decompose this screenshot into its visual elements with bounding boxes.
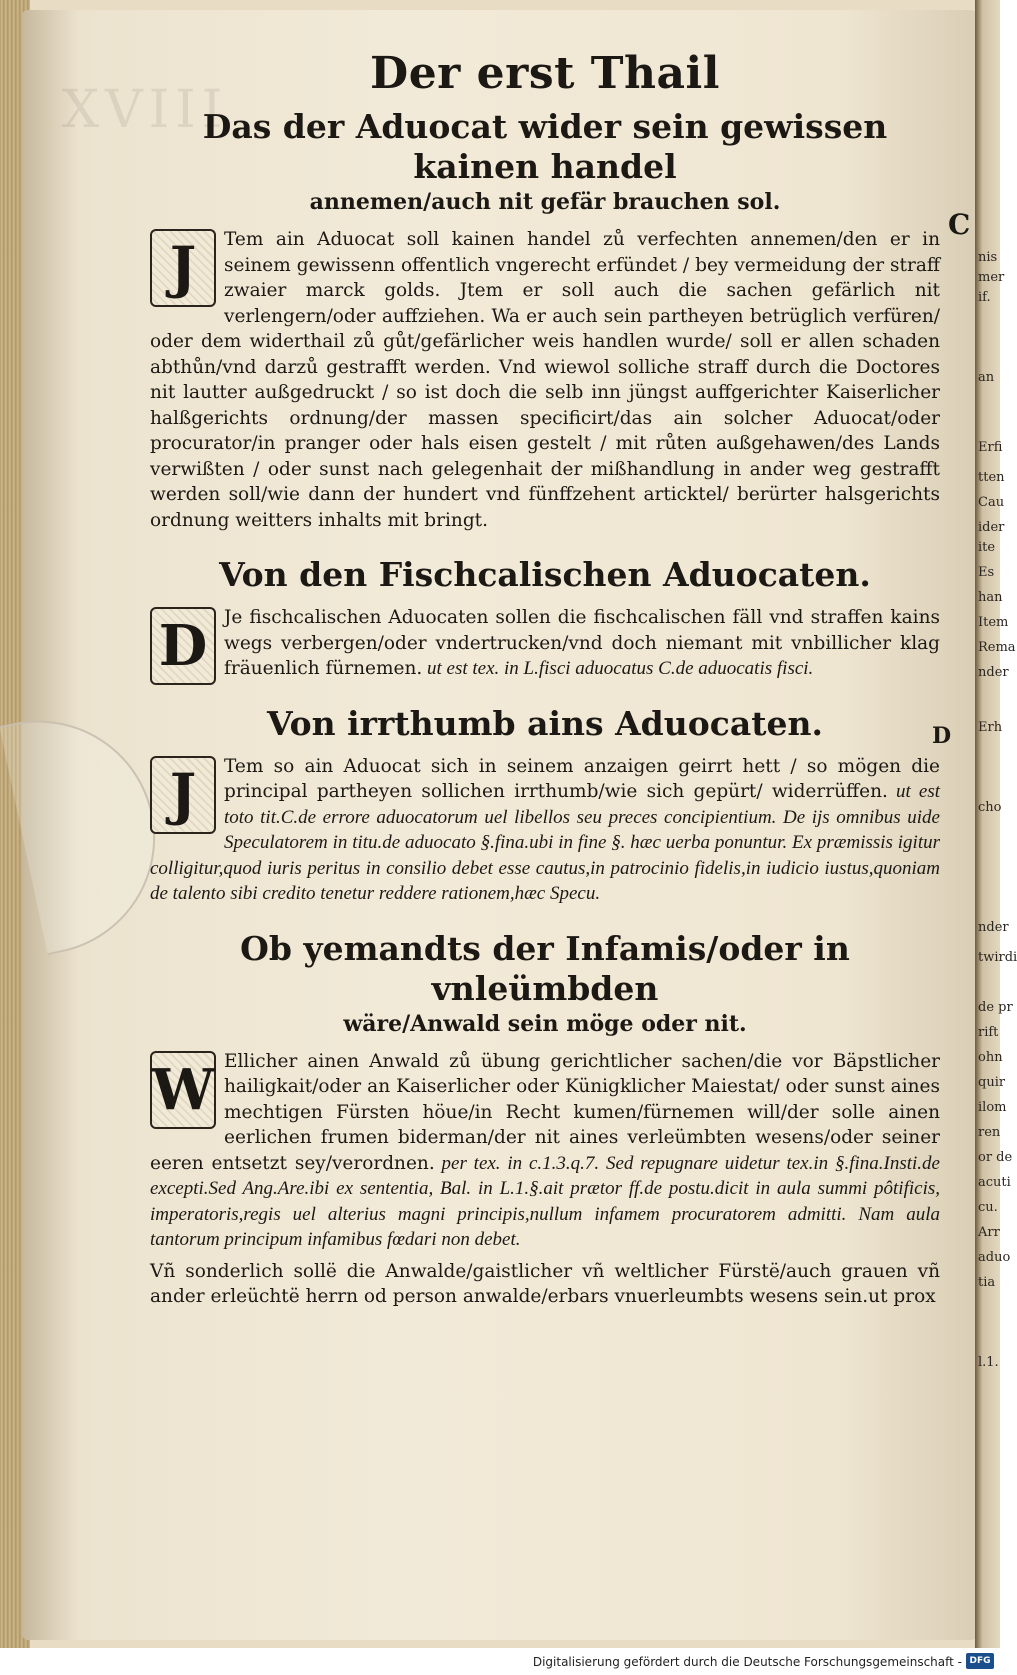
bleed-through-text: XVIII	[62, 80, 229, 140]
paragraph-text: Tem ain Aduocat soll kainen handel zů verfechten annemen/den er in seinem gewissenn offentlich vngerecht erfündet / bey vermeidung der straff zwaier marck golds. Jtem er soll auch die sachen gefärlich nit verlengern/oder auffziehen. Wa er auch sein partheyen betrüglich verfüren/ oder dem widerthail zů gůt/gefärlicher weis handlen wurde/ soll er allen schaden abthůn/vnd darzů gestrafft werden. Vnd wiewol solliche straff durch die Doctores nit lautter außgedruckt / so ist doch die selb inn jüngst auffgerichter Kaiserlicher halßgerichts ordnung/der massen specificirt/das ain solcher Aduocat/oder procurator/in pranger oder hals eisen gestelt / mit růten außgehawen/des Lands verwißten / oder sunst nach gelegenhait der mißhandlung in ander weg gestrafft werden soll/wie dann der hundert vnd fünffzehent articktel/ berürter halsgerichts ordnung weitters inhalts mit bringt.	[150, 229, 940, 531]
section-paragraph	[150, 1049, 940, 1253]
section-infamous-attorney	[150, 929, 940, 1310]
section-fiscal-advocates	[150, 555, 940, 682]
latin-citation: ut est tex. in L.fisci aduocatus C.de aduocatis fisci.	[422, 658, 814, 679]
facing-fragment: Item	[978, 615, 1009, 630]
facing-fragment: mer	[978, 270, 1005, 285]
facing-fragment: Cau	[978, 495, 1005, 510]
section-advocate-conscience	[150, 107, 940, 533]
facing-fragment: Rema	[978, 640, 1016, 655]
section-paragraph	[150, 605, 940, 682]
facing-fragment: tia	[978, 1275, 996, 1290]
margin-mark: D	[932, 723, 952, 749]
section-paragraph	[150, 227, 940, 533]
latin-citation: per tex. in c.1.3.q.7. Sed repugnare uidetur tex.in §.fina.Insti.de excepti.Sed Ang.Are.ibi ex sententia, Bal. in L.1.§.ait prætor ff.de postu.dicit in aula summi pôtificis, imperatoris,regis uel alterius magni principis,nullum infamem procuratorem admitti. Nam aula tantorum principum infamibus fœdari non debet.	[150, 1152, 940, 1250]
section-advocate-error	[150, 704, 940, 907]
facing-fragment: Erh	[978, 720, 1003, 735]
paragraph-text: Je fischcalischen Aduocaten sollen die fischcalischen fäll vnd straffen kains wegs verbergen/oder vndertrucken/vnd doch niemant mit vnbillicher klag fräuenlich fürnemen.	[224, 607, 940, 679]
section-heading: Ob yemandts der Infamis/oder in vnleümbden	[240, 928, 850, 1008]
facing-fragment: rift	[978, 1025, 999, 1040]
facing-page-strip	[975, 0, 1017, 1648]
facing-fragment: or de	[978, 1150, 1013, 1165]
facing-fragment: nis	[978, 250, 998, 265]
facing-fragment: ite	[978, 540, 996, 555]
facing-fragment: ider	[978, 520, 1005, 535]
facing-fragment: tten	[978, 470, 1005, 485]
margin-mark: C	[948, 208, 971, 241]
facing-fragment: l.1.	[978, 1355, 999, 1370]
section-subheading: wäre/Anwald sein möge oder nit.	[343, 1010, 747, 1037]
facing-fragment: acuti	[978, 1175, 1011, 1190]
section-subheading: annemen/auch nit gefär brauchen sol.	[309, 189, 781, 215]
facing-fragment: de pr	[978, 1000, 1013, 1015]
facing-fragment: Erfi	[978, 440, 1003, 455]
section-heading: Von den Fischcalischen Aduocaten.	[219, 555, 871, 594]
facing-fragment: Arr	[978, 1225, 1000, 1240]
facing-fragment: Es	[978, 565, 995, 580]
section-heading: Von irrthumb ains Aduocaten.	[267, 703, 823, 743]
drop-cap: D	[150, 607, 216, 685]
facing-fragment: han	[978, 590, 1003, 605]
digitization-footer	[0, 1648, 1000, 1675]
drop-cap: J	[150, 229, 216, 307]
facing-fragment: twirdi	[978, 950, 1017, 965]
drop-cap: J	[150, 756, 216, 834]
facing-fragment: an	[978, 370, 995, 385]
facing-fragment: nder	[978, 920, 1009, 935]
facing-fragment: cho	[978, 800, 1002, 815]
section-heading: Das der Aduocat wider sein gewissen kainen handel	[202, 107, 888, 186]
paragraph-text: Tem so ain Aduocat sich in seinem anzaigen geirrt hett / so mögen die principal partheyen sollichen irrthumb/wie sich gepürt/ widerrüffen.	[224, 755, 940, 802]
drop-cap: W	[150, 1051, 216, 1129]
dfg-logo: DFG	[966, 1653, 994, 1669]
footer-credit: Digitalisierung gefördert durch die Deutsche Forschungsgemeinschaft -	[532, 1655, 962, 1669]
page-content	[150, 48, 940, 1310]
facing-fragment: cu.	[978, 1200, 998, 1215]
paragraph-text: Ellicher ainen Anwald zů übung gerichtlicher sachen/die vor Bäpstlicher hailigkait/oder an Kaiserlicher oder Künigklicher Maiestat/ oder sunst aines mechtigen Fürsten höue/in Recht kumen/fürnemen will/der solle ainen eerlichen frumen biderman/der nit aines verleümbten wesens/oder seiner eeren entsetzt sey/verordnen.	[150, 1050, 940, 1174]
facing-fragment: if.	[978, 290, 991, 305]
section-paragraph	[150, 754, 940, 907]
facing-fragment: aduo	[978, 1250, 1011, 1265]
running-head: Der erst Thail	[370, 48, 720, 99]
closing-paragraph: Vñ sonderlich sollë die Anwalde/gaistlicher vñ weltlicher Fürstë/auch grauen vñ ander erleüchtë herrn od person anwalde/erbars vnuerleumbts wesens sein.ut prox	[150, 1260, 940, 1307]
facing-fragment: ren	[978, 1125, 1001, 1140]
facing-fragment: nder	[978, 665, 1009, 680]
latin-citation: ut est toto tit.C.de errore aduocatorum uel libellos seu preces concipientium. De ijs omnibus uide Speculatorem in titu.de aduocato §.fina.ubi in fine §. hæc uerba ponuntur. Ex præmissis igitur colligitur,quod iuris peritus in consilio debet esse cautus,in patrocinio fidelis,in iudicio iustus,quoniam de talento sibi credito tenetur reddere rationem,hæc Specu.	[150, 781, 940, 904]
facing-fragment: ilom	[978, 1100, 1007, 1115]
facing-fragment: quir	[978, 1075, 1006, 1090]
facing-fragment: ohn	[978, 1050, 1003, 1065]
